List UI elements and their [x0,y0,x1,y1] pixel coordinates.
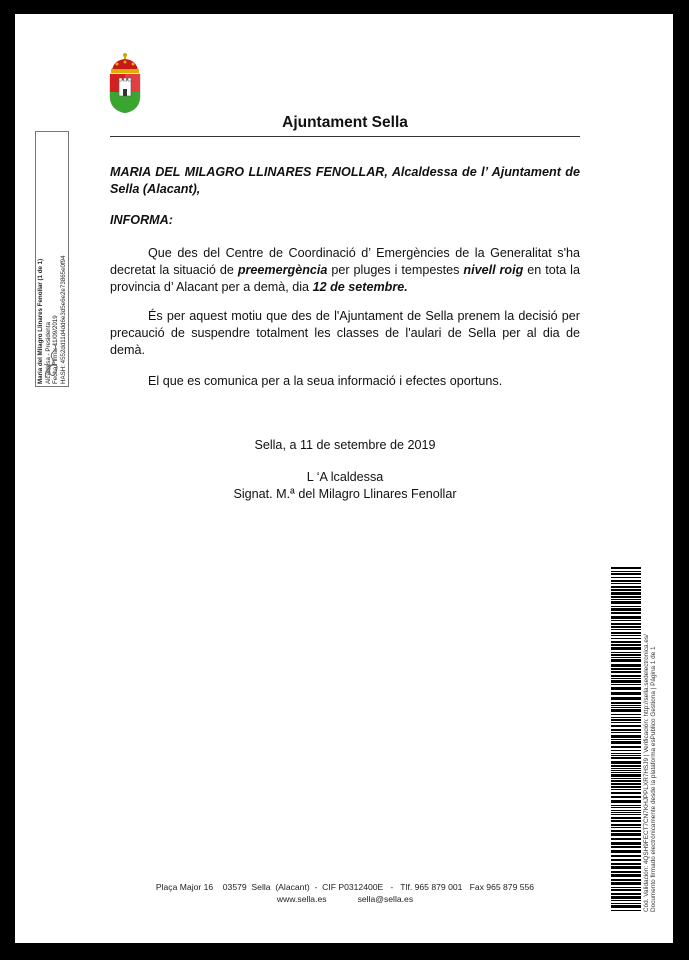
emphasis-date: 12 de setembre. [312,279,408,294]
barcode-bar [611,577,641,578]
barcode-bar [611,765,641,767]
barcode-bar [611,871,641,873]
footer-address: Plaça Major 16 03579 Sella (Alacant) - CIF P0312400E - Tlf. 965 879 001 Fax 965 879 556 [155,882,535,892]
barcode-bar [611,820,641,822]
coat-of-arms-icon [108,52,142,114]
barcode-bar [611,654,641,656]
barcode-bar [611,796,641,798]
barcode-bar [611,739,641,740]
barcode-bar [611,632,641,634]
barcode-bar [611,623,641,625]
barcode-bar [611,675,641,677]
barcode-bar [611,567,641,569]
barcode-bar [611,768,641,769]
barcode-bar [611,761,641,764]
signature-role: Alcaldesa - Presidenta [44,322,52,384]
paragraph-text: Que des del Centre de Coordinació d’ Emergències de la Generalitat s'ha decretat la situació de [110,246,580,277]
barcode-bar [611,887,641,888]
barcode-bar [611,859,641,861]
handwritten-signature-icon [38,338,66,382]
barcode-bar [611,589,641,591]
header-divider [110,136,580,137]
signature-date: Fecha Firma: 11/09/2019 [52,315,60,384]
barcode-bar [611,586,641,588]
barcode-bar [611,659,641,662]
barcode-bar [611,910,641,911]
validation-code: Cód. Validación: 4QSH9FECT7CN7KHJPPLXR7HSJ9 | Verificación: http://sella.sedelectronica.es/ [643,634,650,912]
informa-heading: INFORMA: [110,213,173,227]
emphasis-nivell-roig: nivell roig [463,262,524,277]
validation-info [643,612,658,912]
council-name: Ajuntament Sella [282,114,408,131]
barcode-bar [611,671,641,673]
barcode-bar [611,830,641,832]
barcode-bar [611,786,641,788]
barcode-bar [611,709,641,712]
paragraph-text: en tota la provincia d’ Alacant per a demà, dia [110,262,580,294]
barcode-bar [611,697,641,700]
barcode-bar [611,755,641,756]
barcode-bar [611,783,641,785]
barcode-bar [611,746,641,748]
barcode-bar [611,778,641,779]
barcode-bar [611,583,641,584]
barcode-bar [611,741,641,744]
barcode-bar [611,893,641,895]
barcode-bar [611,824,641,826]
barcode-bar [611,606,641,607]
barcode-bar [611,620,641,621]
barcode-bar [611,810,641,811]
emphasis-preemergencia: preemergència [237,262,328,277]
barcode-bar [611,717,641,718]
barcode-bar [611,580,641,582]
validation-platform: Documento firmado electrónicamente desde la plataforma esPublico Gestiona | Página 1 de 1 [650,646,658,912]
barcode-bar [611,780,641,782]
barcode-bar [611,882,641,885]
barcode-bar [611,599,641,600]
barcode-bar [611,772,641,773]
barcode-bar [611,707,641,708]
barcode-bar [611,702,641,704]
barcode-bar [611,827,641,828]
footer-web: www.sella.es sella@sella.es [276,894,414,904]
barcode-bar [611,668,641,670]
barcode-bar [611,889,641,891]
paragraph-text: per pluges i tempestes [327,262,464,277]
place-date: Sella, a 11 de setembre de 2019 [254,438,436,452]
barcode-bar [611,812,641,813]
paragraph-closing: El que es comunica per a la seua informació i efectes oportuns. [148,374,503,388]
barcode-bar [611,896,641,899]
barcode-bar [611,805,641,806]
barcode-bar [611,770,641,771]
barcode-bar [611,900,641,901]
signature-stamp [35,131,69,387]
barcode-bar [611,629,641,630]
barcode-bar [611,850,641,853]
barcode-bar [611,601,641,604]
barcode-bar [611,635,641,636]
barcode-bar [611,817,641,819]
addressee: MARIA DEL MILAGRO LLINARES FENOLLAR, Alcaldessa de l’ Ajuntament de Sella (Alacant), [110,165,580,196]
barcode-bar [611,684,641,685]
barcode-bar [611,664,641,667]
barcode-bar [611,573,641,575]
barcode-bar [611,750,641,751]
barcode-bar [611,641,641,643]
barcode-bar [611,735,641,738]
barcode-bar [611,612,641,614]
barcode-bar [611,705,641,706]
barcode-bar [611,846,641,848]
barcode-bar [611,657,641,658]
barcode-bar [611,774,641,777]
barcode-bar [611,616,641,619]
barcode-bar [611,719,641,721]
barcode-bar [611,855,641,857]
barcode-bar [611,732,641,733]
barcode-bar [611,792,641,794]
barcode-bar [611,678,641,679]
barcode-bar [611,571,641,572]
barcode-bar [611,626,641,628]
barcode-bar [611,725,641,727]
barcode-bar [611,903,641,904]
barcode-bar [611,905,641,908]
paragraph-decision: És per aquest motiu que des de l'Ajuntament de Sella prenem la decisió per precaució de suspendre totalment les classes de l'aulari de Sella per al dia de demà. [110,309,580,357]
barcode-bar [611,692,641,695]
barcode-bar [611,800,641,803]
signer-name: Signat. M.ª del Milagro Llinares Fenollar [233,487,457,501]
barcode-bar [611,753,641,754]
barcode-bar [611,722,641,723]
barcode-bar [611,842,641,845]
barcode-bar [611,714,641,715]
signature-signer: Maria del Milagro Llinares Fenollar (1 de 1) [37,258,44,384]
barcode-bar [611,789,641,790]
barcode-icon [611,567,641,912]
barcode-bar [611,879,641,881]
barcode-bar [611,644,641,646]
barcode-bar [611,596,641,598]
barcode-bar [611,757,641,759]
barcode-bar [611,608,641,611]
barcode-bar [611,729,641,731]
barcode-bar [611,647,641,650]
barcode-bar [611,638,641,639]
barcode-bar [611,833,641,836]
barcode-bar [611,807,641,808]
barcode-bar [611,838,641,840]
signature-hash: HASH: 4552dd11d4dd6e3d5e6e2e73865e0f94 [59,255,67,384]
document-page [15,14,673,943]
barcode-bar [611,652,641,653]
barcode-bar [611,814,641,815]
barcode-bar [611,866,641,869]
barcode-bar [611,680,641,683]
barcode-bar [611,687,641,690]
paragraph-emergency [110,245,580,295]
barcode-bar [611,863,641,865]
signer-role: L ‘A lcaldessa [306,470,384,484]
barcode-bar [611,592,641,595]
barcode-bar [611,874,641,877]
